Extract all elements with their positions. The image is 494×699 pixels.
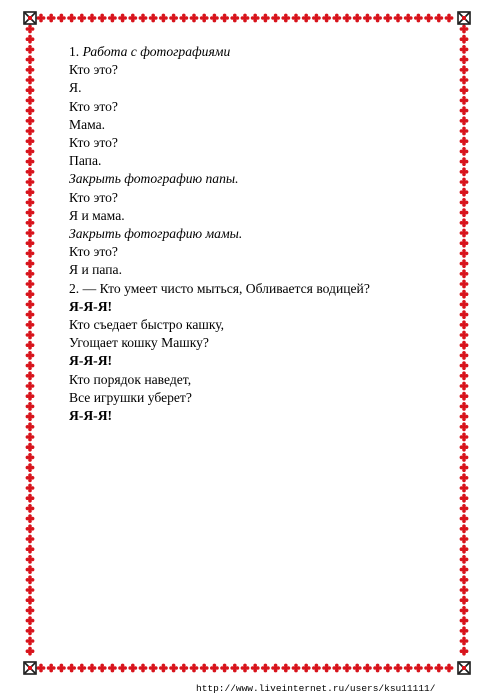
text-line	[69, 79, 449, 97]
border-flower	[26, 555, 35, 564]
border-flower	[190, 14, 199, 23]
border-flower	[26, 331, 35, 340]
border-flower	[26, 514, 35, 523]
text-span: Я-Я-Я!	[69, 353, 113, 369]
border-flower	[281, 14, 290, 23]
border-flower	[373, 14, 382, 23]
border-flower	[67, 14, 76, 23]
border-flower	[373, 664, 382, 673]
text-span: Я-Я-Я!	[69, 298, 113, 314]
text-line	[69, 334, 449, 352]
border-flower	[230, 14, 239, 23]
border-flower	[383, 664, 392, 673]
text-line	[69, 389, 449, 407]
border-flower	[26, 443, 35, 452]
border-flower	[26, 351, 35, 360]
border-flower	[251, 664, 260, 673]
border-flower	[404, 14, 413, 23]
text-line	[69, 189, 449, 207]
border-flower	[37, 664, 46, 673]
border-flower	[26, 647, 35, 656]
border-flower	[210, 664, 219, 673]
border-flower	[460, 96, 469, 105]
text-line	[69, 225, 449, 243]
border-flower	[404, 664, 413, 673]
border-flower	[261, 664, 270, 673]
border-flower	[149, 664, 158, 673]
border-flower	[460, 178, 469, 187]
border-flower	[302, 664, 311, 673]
text-line	[69, 371, 449, 389]
border-flower	[26, 382, 35, 391]
border-flower	[460, 157, 469, 166]
border-flower	[26, 637, 35, 646]
border-flower	[26, 290, 35, 299]
border-flower	[26, 208, 35, 217]
border-flower	[460, 575, 469, 584]
border-flower	[460, 116, 469, 125]
border-flower	[47, 664, 56, 673]
border-flower	[460, 25, 469, 34]
text-line	[69, 116, 449, 134]
border-flower	[179, 14, 188, 23]
text-line	[69, 152, 449, 170]
border-flower	[26, 545, 35, 554]
border-flower	[26, 157, 35, 166]
border-flower	[312, 664, 321, 673]
border-flower	[26, 535, 35, 544]
border-flower	[424, 664, 433, 673]
border-corner-ornament	[24, 662, 36, 674]
text-line	[69, 207, 449, 225]
border-flower	[26, 361, 35, 370]
border-flower	[460, 198, 469, 207]
border-flower	[26, 55, 35, 64]
border-flower	[394, 664, 403, 673]
text-span: Закрыть фотографию папы.	[69, 171, 239, 187]
border-flower	[26, 596, 35, 605]
border-flower	[26, 626, 35, 635]
border-flower	[26, 35, 35, 44]
border-flower	[57, 14, 66, 23]
border-flower	[26, 371, 35, 380]
border-flower	[460, 35, 469, 44]
border-flower	[460, 443, 469, 452]
border-corner-ornament	[24, 12, 36, 24]
border-flower	[292, 664, 301, 673]
border-flower	[332, 664, 341, 673]
border-flower	[460, 626, 469, 635]
border-flower	[383, 14, 392, 23]
border-flower	[460, 371, 469, 380]
text-span: Кто это?	[69, 189, 118, 205]
border-flower	[353, 14, 362, 23]
text-span: Угощает кошку Машку?	[69, 335, 209, 351]
border-flower	[460, 484, 469, 493]
border-flower	[37, 14, 46, 23]
border-flower	[159, 664, 168, 673]
border-flower	[271, 14, 280, 23]
border-flower	[460, 331, 469, 340]
border-flower	[434, 14, 443, 23]
text-span: Закрыть фотографию мамы.	[69, 226, 243, 242]
border-flower	[343, 14, 352, 23]
border-flower	[26, 127, 35, 136]
border-flower	[26, 310, 35, 319]
border-flower	[26, 167, 35, 176]
border-flower	[460, 412, 469, 421]
border-flower	[460, 259, 469, 268]
border-flower	[26, 249, 35, 258]
border-flower	[118, 664, 127, 673]
text-span: 1.	[69, 44, 83, 59]
border-flower	[200, 14, 209, 23]
border-flower	[26, 198, 35, 207]
border-flower	[88, 664, 97, 673]
border-flower	[26, 565, 35, 574]
border-flower	[26, 96, 35, 105]
text-span: Мама.	[69, 116, 106, 132]
border-flower	[460, 341, 469, 350]
border-flower	[26, 65, 35, 74]
border-flower	[363, 14, 372, 23]
border-flower	[460, 55, 469, 64]
border-flower	[460, 269, 469, 278]
border-flower	[460, 76, 469, 85]
text-span: Кто порядок наведет,	[69, 371, 192, 387]
border-flower	[460, 514, 469, 523]
text-span: Папа.	[69, 153, 102, 169]
border-flower	[445, 14, 454, 23]
border-flower	[26, 86, 35, 95]
border-flower	[460, 463, 469, 472]
border-flower	[363, 664, 372, 673]
text-line	[69, 98, 449, 116]
border-flower	[261, 14, 270, 23]
border-flower	[460, 127, 469, 136]
border-flower	[460, 555, 469, 564]
border-flower	[353, 664, 362, 673]
border-flower	[460, 494, 469, 503]
border-flower	[460, 535, 469, 544]
border-flower	[26, 280, 35, 289]
border-flower	[414, 664, 423, 673]
border-flower	[460, 147, 469, 156]
border-flower	[26, 188, 35, 197]
border-flower	[26, 106, 35, 115]
border-flower	[460, 606, 469, 615]
border-flower	[98, 664, 107, 673]
border-flower	[460, 382, 469, 391]
border-flower	[26, 453, 35, 462]
text-span: Я-Я-Я!	[69, 408, 113, 424]
border-flower	[139, 664, 148, 673]
border-flower	[26, 269, 35, 278]
border-flower	[26, 320, 35, 329]
border-flower	[281, 664, 290, 673]
border-flower	[26, 575, 35, 584]
text-span: Все игрушки уберет?	[69, 389, 192, 405]
border-flower	[302, 14, 311, 23]
border-flower	[169, 664, 178, 673]
border-flower	[460, 616, 469, 625]
border-flower	[98, 14, 107, 23]
border-flower	[220, 14, 229, 23]
text-span: Я.	[69, 80, 82, 96]
border-flower	[460, 45, 469, 54]
border-flower	[26, 463, 35, 472]
border-flower	[460, 545, 469, 554]
border-flower	[77, 14, 86, 23]
border-flower	[394, 14, 403, 23]
border-flower	[414, 14, 423, 23]
border-flower	[460, 188, 469, 197]
text-span: Кто это?	[69, 98, 118, 114]
border-flower	[230, 664, 239, 673]
border-flower	[77, 664, 86, 673]
border-flower	[179, 664, 188, 673]
border-flower	[169, 14, 178, 23]
border-flower	[312, 14, 321, 23]
border-flower	[26, 25, 35, 34]
border-flower	[241, 14, 250, 23]
border-flower	[445, 664, 454, 673]
border-flower	[460, 433, 469, 442]
border-flower	[108, 664, 117, 673]
border-flower	[460, 504, 469, 513]
border-flower	[460, 239, 469, 248]
text-span: 2. — Кто умеет чисто мыться, Обливается водицей?	[69, 280, 370, 296]
border-flower	[118, 14, 127, 23]
text-span: Работа с фотографиями	[82, 44, 231, 59]
text-line	[69, 316, 449, 334]
border-flower	[460, 86, 469, 95]
border-flower	[460, 218, 469, 227]
border-flower	[26, 116, 35, 125]
border-flower	[220, 664, 229, 673]
border-flower	[200, 664, 209, 673]
border-flower	[26, 473, 35, 482]
border-flower	[149, 14, 158, 23]
border-flower	[460, 310, 469, 319]
border-flower	[271, 664, 280, 673]
text-line	[69, 243, 449, 261]
border-flower	[251, 14, 260, 23]
text-line	[69, 407, 449, 425]
border-flower	[26, 300, 35, 309]
document-body	[69, 43, 449, 425]
border-flower	[88, 14, 97, 23]
border-flower	[460, 208, 469, 217]
text-span: Кто съедает быстро кашку,	[69, 317, 225, 333]
border-flower	[460, 290, 469, 299]
border-flower	[460, 524, 469, 533]
border-flower	[57, 664, 66, 673]
border-flower	[26, 484, 35, 493]
border-flower	[460, 229, 469, 238]
border-flower	[434, 664, 443, 673]
border-flower	[460, 320, 469, 329]
text-span: Я и мама.	[69, 207, 125, 223]
border-flower	[26, 341, 35, 350]
border-flower	[460, 361, 469, 370]
border-flower	[26, 239, 35, 248]
text-line	[69, 261, 449, 279]
border-flower	[26, 229, 35, 238]
border-flower	[47, 14, 56, 23]
border-flower	[26, 524, 35, 533]
border-flower	[322, 664, 331, 673]
border-flower	[460, 596, 469, 605]
border-flower	[241, 664, 250, 673]
border-flower	[26, 433, 35, 442]
border-flower	[460, 137, 469, 146]
border-flower	[26, 402, 35, 411]
text-line	[69, 280, 449, 298]
border-flower	[460, 106, 469, 115]
border-flower	[460, 473, 469, 482]
border-flower	[26, 147, 35, 156]
border-flower	[26, 586, 35, 595]
border-flower	[460, 392, 469, 401]
border-flower	[26, 606, 35, 615]
border-flower	[26, 422, 35, 431]
text-line	[69, 61, 449, 79]
border-flower	[26, 45, 35, 54]
border-flower	[460, 637, 469, 646]
text-line	[69, 43, 449, 61]
border-flower	[26, 178, 35, 187]
text-line	[69, 170, 449, 188]
border-corner-ornament	[458, 662, 470, 674]
border-flower	[343, 664, 352, 673]
border-flower	[26, 137, 35, 146]
border-flower	[322, 14, 331, 23]
border-flower	[460, 453, 469, 462]
border-flower	[424, 14, 433, 23]
border-flower	[460, 167, 469, 176]
border-flower	[460, 586, 469, 595]
border-flower	[460, 65, 469, 74]
border-flower	[26, 616, 35, 625]
border-flower	[292, 14, 301, 23]
text-line	[69, 352, 449, 370]
border-flower	[26, 494, 35, 503]
border-flower	[139, 14, 148, 23]
border-flower	[67, 664, 76, 673]
text-line	[69, 298, 449, 316]
border-flower	[128, 14, 137, 23]
border-flower	[460, 280, 469, 289]
border-flower	[460, 565, 469, 574]
border-flower	[26, 76, 35, 85]
border-flower	[190, 664, 199, 673]
border-flower	[26, 392, 35, 401]
text-span: Кто это?	[69, 244, 118, 260]
border-flower	[460, 249, 469, 258]
text-span: Я и папа.	[69, 262, 122, 278]
border-flower	[210, 14, 219, 23]
text-span: Кто это?	[69, 62, 118, 78]
border-flower	[26, 218, 35, 227]
border-flower	[26, 259, 35, 268]
border-flower	[108, 14, 117, 23]
watermark-url: http://www.liveinternet.ru/users/ksu11111/	[196, 683, 436, 694]
border-corner-ornament	[458, 12, 470, 24]
border-flower	[26, 412, 35, 421]
border-flower	[460, 647, 469, 656]
border-flower	[460, 300, 469, 309]
border-flower	[460, 351, 469, 360]
text-line	[69, 134, 449, 152]
border-flower	[332, 14, 341, 23]
border-flower	[128, 664, 137, 673]
border-flower	[159, 14, 168, 23]
border-flower	[460, 402, 469, 411]
border-flower	[26, 504, 35, 513]
border-flower	[460, 422, 469, 431]
text-span: Кто это?	[69, 135, 118, 151]
